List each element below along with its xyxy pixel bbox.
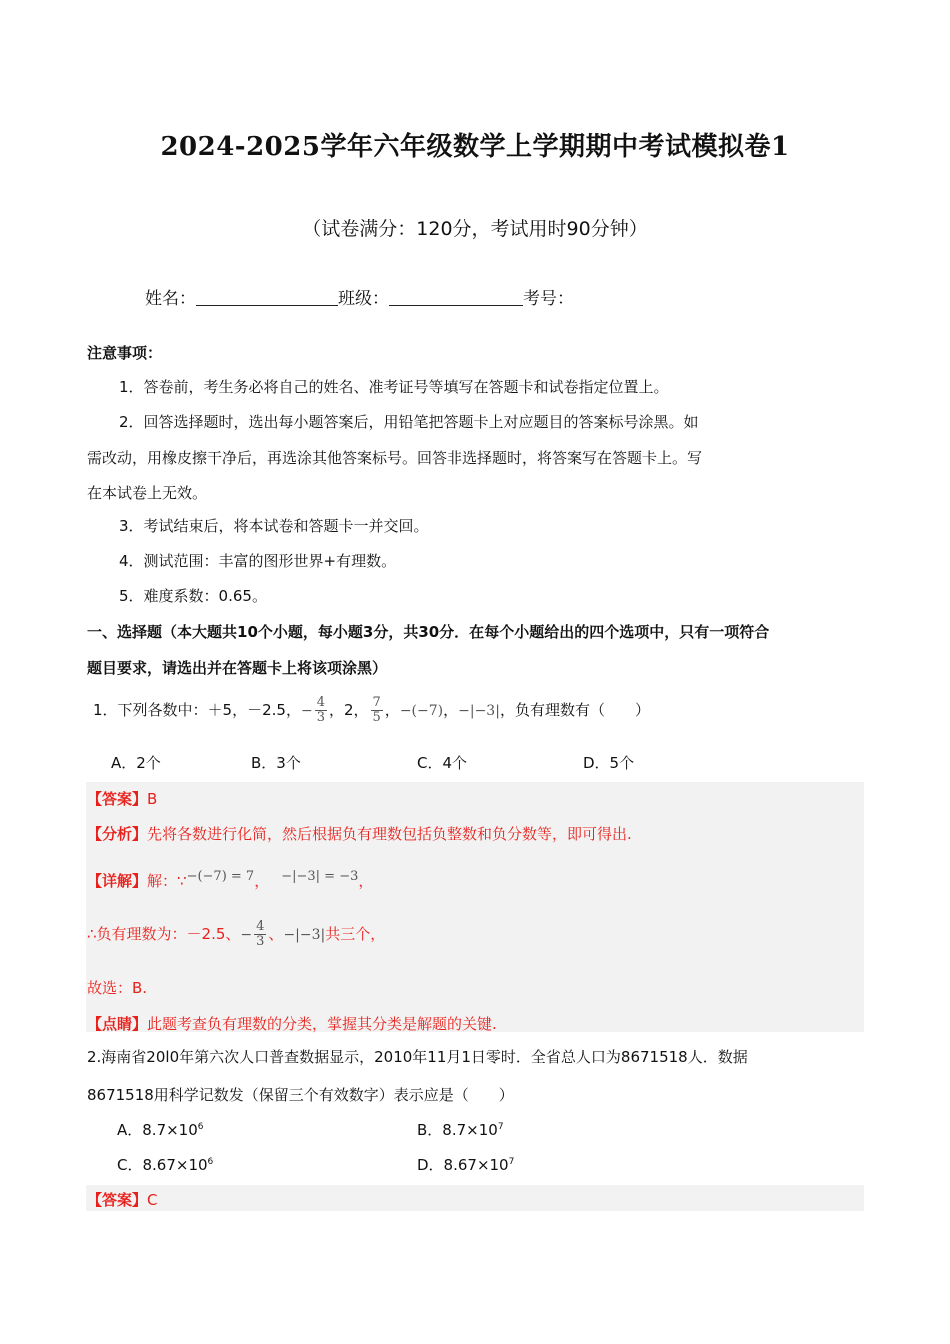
class-label: 班级： — [338, 289, 389, 309]
notice-item: 1．答卷前，考生务必将自己的姓名、准考证号等填写在答题卡和试卷指定位置上。 — [119, 378, 669, 396]
option-b: B．3个 — [251, 754, 301, 772]
math-expression: −(−7) = 7 — [186, 869, 255, 884]
answer-block-q1 — [86, 782, 864, 1032]
option-a: A．2个 — [111, 754, 161, 772]
question-2-continued: 8671518用科学记数发（保留三个有效数字）表示应是（ ） — [87, 1086, 514, 1104]
question-1: 1．下列各数中：＋5，－2.5，− $\frac{4}{3}$ ，2， $\frac{7}{5}$ ，−(−7)，−|−3|，负有理数有（ ） — [93, 695, 650, 725]
fraction: $\frac{4}{3}$ — [316, 695, 325, 725]
option-c: C．$8.67\times 10^6$ — [117, 1156, 214, 1174]
option-a: A．$8.7\times 10^6$ — [117, 1121, 204, 1139]
notice-item: 5．难度系数：0.65。 — [119, 587, 267, 605]
option-d: D．5个 — [583, 754, 635, 772]
notice-item: 3．考试结束后，将本试卷和答题卡一并交回。 — [119, 517, 429, 535]
class-blank[interactable] — [389, 287, 523, 306]
name-label: 姓名： — [145, 289, 196, 309]
conclusion-line: ∴负有理数为：－2.5、− $\frac{4}{3}$ 、−|−3|共三个， — [87, 919, 386, 949]
exam-info: （试卷满分：120分，考试用时90分钟） — [302, 218, 648, 240]
math-expression: −|−3| = −3 — [281, 869, 359, 884]
option-c: C．4个 — [417, 754, 468, 772]
detail-line: 【详解】解：∵−(−7) = 7， −|−3| = −3， — [87, 869, 374, 890]
page-title: 2024-2025学年六年级数学上学期期中考试模拟卷1 — [160, 132, 790, 162]
section-heading: 一、选择题（本大题共10个小题，每小题3分，共30分．在每个小题给出的四个选项中，只有一项符合 — [87, 623, 770, 641]
fraction: $\frac{7}{5}$ — [372, 695, 381, 725]
fraction: $\frac{4}{3}$ — [256, 919, 265, 949]
option-d: D．$8.67\times 10^7$ — [417, 1156, 515, 1174]
question-2: 2.海南省20l0年第六次人口普查数据显示，2010年11月1日零时．全省总人口为8671518人．数据 — [87, 1048, 748, 1066]
name-blank[interactable] — [196, 287, 338, 306]
analysis-line: 【分析】先将各数进行化简，然后根据负有理数包括负整数和负分数等，即可得出. — [87, 825, 632, 843]
notice-item-continued: 需改动，用橡皮擦干净后，再选涂其他答案标号。回答非选择题时，将答案写在答题卡上。写 — [87, 449, 703, 467]
number-label: 考号： — [523, 289, 574, 309]
option-b: B．$8.7\times 10^7$ — [417, 1121, 504, 1139]
answer-line: 【答案】C — [87, 1191, 158, 1209]
choose-line: 故选：B. — [87, 979, 148, 997]
student-info-fields — [145, 284, 574, 309]
notice-heading: 注意事项： — [87, 344, 163, 362]
answer-block-q2 — [86, 1185, 864, 1211]
answer-line: 【答案】B — [87, 790, 158, 808]
math-expression: −|−3| — [283, 927, 326, 943]
comment-line: 【点睛】此题考查负有理数的分类，掌握其分类是解题的关键. — [87, 1015, 497, 1033]
math-expression: −|−3| — [458, 703, 500, 719]
math-expression: −(−7) — [399, 703, 444, 719]
notice-item-continued: 在本试卷上无效。 — [87, 484, 208, 502]
notice-item: 2．回答选择题时，选出每小题答案后，用铅笔把答题卡上对应题目的答案标号涂黑。如 — [119, 413, 699, 431]
section-heading-continued: 题目要求，请选出并在答题卡上将该项涂黑） — [87, 659, 388, 677]
notice-item: 4．测试范围：丰富的图形世界+有理数。 — [119, 552, 397, 570]
